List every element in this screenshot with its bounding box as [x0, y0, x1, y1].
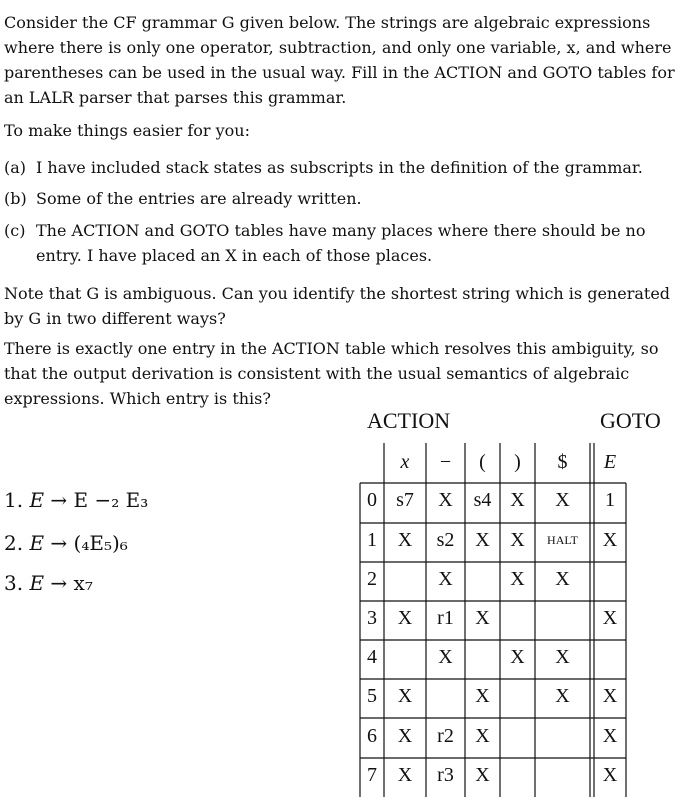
table-cell — [426, 681, 465, 711]
table-cell: X — [475, 607, 490, 629]
col-header-minus: − — [439, 451, 452, 473]
table-cell: 1 — [605, 489, 615, 511]
table-cell: X — [602, 764, 618, 786]
table-cell: X — [602, 529, 618, 551]
table-cell: s2 — [436, 529, 455, 551]
action-title: ACTION — [367, 408, 451, 433]
list-item-label: (b) — [4, 189, 27, 208]
table-cell: r3 — [437, 764, 454, 786]
table-cell: X — [438, 646, 453, 668]
table-cell — [384, 642, 426, 672]
table-cell — [500, 681, 535, 711]
state-label: 7 — [367, 764, 377, 786]
table-cell: X — [475, 685, 490, 707]
table-cell — [500, 603, 535, 633]
state-label: 1 — [367, 529, 377, 551]
table-cell: X — [475, 725, 490, 747]
goto-title: GOTO — [600, 408, 661, 433]
intro-paragraph: Consider the CF grammar G given below. The strings are algebraic expressions where there is only one operator, subtraction, and only one variable, x, and where parentheses can be used in the usual way. Fill in the ACTION and GOTO tables for an LALR parser that parses this grammar. — [4, 13, 675, 107]
table-cell: X — [475, 764, 490, 786]
table-cell: X — [510, 646, 525, 668]
col-header-rparen: ) — [514, 451, 521, 473]
list-item-label: (a) — [4, 158, 27, 177]
table-cell: X — [475, 529, 490, 551]
table-cell — [465, 564, 500, 594]
table-cell — [594, 564, 626, 594]
table-cell: X — [397, 764, 413, 786]
table-cell: X — [397, 685, 413, 707]
col-header-lparen: ( — [479, 451, 486, 473]
production-1: 1. E → E −₂ E₃ — [4, 488, 149, 512]
table-cell: X — [555, 646, 570, 668]
table-cell — [384, 564, 426, 594]
make-easier-line: To make things easier for you: — [4, 121, 250, 140]
list-item-text: The ACTION and GOTO tables have many places where there should be no entry. I have placed an X in each of those places. — [36, 221, 646, 265]
table-cell — [594, 642, 626, 672]
state-label: 2 — [367, 568, 377, 590]
state-label: 4 — [367, 646, 377, 668]
table-cell — [535, 603, 590, 633]
production-2: 2. E → (₄E₅)₆ — [4, 531, 128, 555]
state-label: 3 — [367, 607, 377, 629]
list-item-label: (c) — [4, 221, 26, 240]
table-cell: X — [555, 685, 570, 707]
list-item-text: I have included stack states as subscripts in the definition of the grammar. — [36, 158, 643, 177]
table-cell: X — [555, 489, 570, 511]
table-cell: X — [438, 489, 453, 511]
table-cell: s4 — [473, 489, 492, 511]
table-cell: X — [397, 607, 413, 629]
ambiguity-note: Note that G is ambiguous. Can you identify the shortest string which is generated by G in two different ways? — [4, 284, 671, 328]
table-cell: X — [602, 725, 618, 747]
col-header-dollar: $ — [557, 451, 568, 473]
question-paragraph: There is exactly one entry in the ACTION table which resolves this ambiguity, so that the output derivation is consistent with the usual semantics of algebraic expressions. Which entry is this? — [4, 339, 659, 408]
state-label: 0 — [367, 489, 377, 511]
col-header-x: x — [400, 451, 410, 473]
table-cell: r2 — [437, 725, 454, 747]
table-cell: HALT — [547, 533, 578, 547]
table-cell: X — [510, 489, 525, 511]
table-cell: X — [602, 685, 618, 707]
table-cell — [465, 642, 500, 672]
table-cell — [535, 760, 590, 790]
list-item-text: Some of the entries are already written. — [36, 189, 362, 208]
production-3: 3. E → x₇ — [4, 571, 93, 595]
state-label: 5 — [367, 685, 377, 707]
table-cell: r1 — [437, 607, 454, 629]
table-cell: X — [510, 568, 525, 590]
table-cell: X — [602, 607, 618, 629]
table-cell — [500, 760, 535, 790]
table-cell — [535, 721, 590, 751]
table-cell: X — [438, 568, 453, 590]
table-cell — [500, 721, 535, 751]
table-cell: s7 — [396, 489, 414, 511]
state-label: 6 — [367, 725, 377, 747]
table-cell: X — [397, 529, 413, 551]
col-header-E: E — [603, 451, 617, 473]
table-cell: X — [397, 725, 413, 747]
table-cell: X — [555, 568, 570, 590]
table-cell: X — [510, 529, 525, 551]
